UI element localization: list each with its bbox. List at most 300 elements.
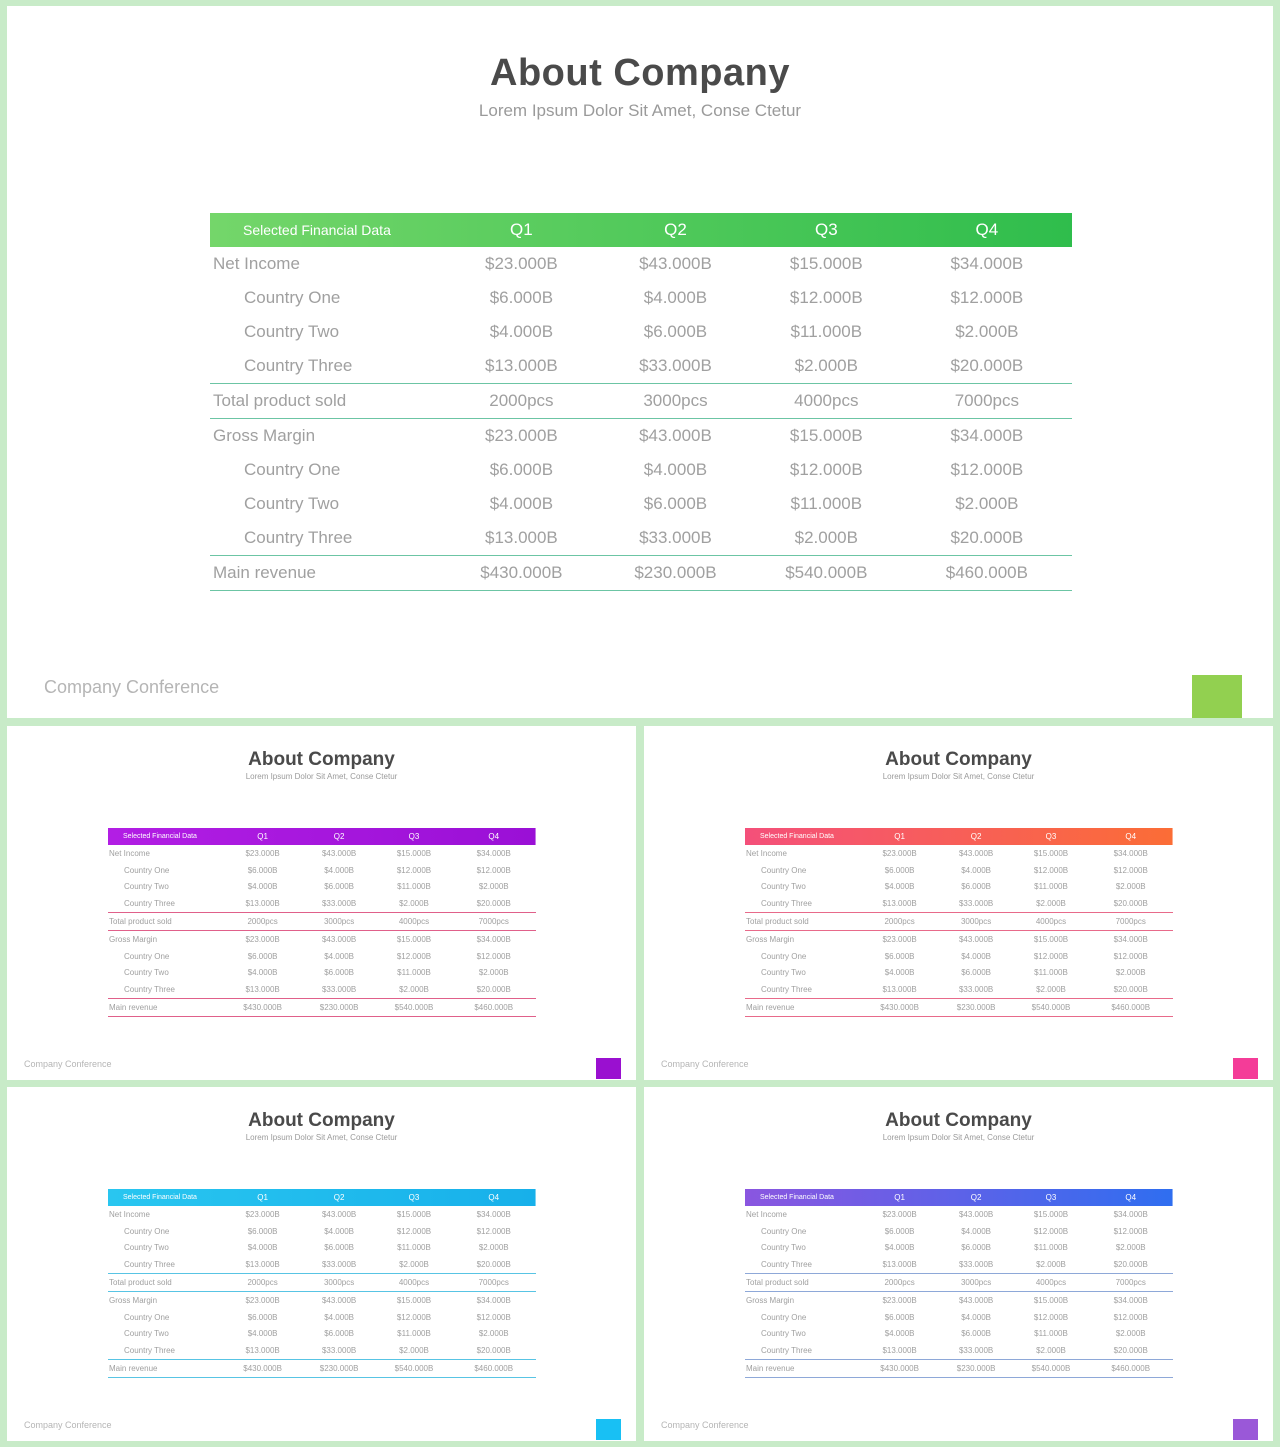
table-cell: 3000pcs <box>600 384 751 419</box>
table-cell: 2000pcs <box>224 913 302 931</box>
table-cell: $34.000B <box>950 254 1024 273</box>
table-cell: $2.000B <box>1036 1346 1066 1356</box>
header-label: Selected Financial Data <box>123 833 197 840</box>
table-cell: $4.000B <box>884 968 915 978</box>
table-cell: $43.000B <box>958 1295 994 1305</box>
table-row <box>108 895 536 912</box>
accent-square <box>1192 675 1242 718</box>
accent-square <box>596 1058 621 1079</box>
table-cell: $4.000B <box>961 951 991 961</box>
table-cell: $460.000B <box>902 556 1072 591</box>
table-cell: $230.000B <box>302 1360 377 1378</box>
table-cell: $43.000B <box>639 426 712 445</box>
table-row <box>108 913 536 931</box>
table-cell: $6.000B <box>643 322 708 341</box>
row-label: Total product sold <box>108 913 224 931</box>
slide-title: About Company <box>248 1110 395 1131</box>
table-cell: $6.000B <box>489 288 554 307</box>
row-label: Country Three <box>124 1346 175 1356</box>
table-cell: $23.000B <box>245 848 280 858</box>
table-cell: 4000pcs <box>377 913 452 931</box>
table-row <box>745 965 1173 982</box>
slide-title: About Company <box>490 52 790 94</box>
table-cell: $430.000B <box>861 1360 939 1378</box>
table-cell: $2.000B <box>478 968 509 978</box>
table-cell: $6.000B <box>247 951 278 961</box>
table-cell: $13.000B <box>882 899 917 909</box>
header-quarter: Q1 <box>257 832 268 841</box>
table-cell: $33.000B <box>639 528 712 547</box>
table-cell: $4.000B <box>961 1312 991 1322</box>
table-cell: $540.000B <box>377 999 452 1017</box>
table-cell: $4.000B <box>643 460 708 479</box>
slide-subtitle: Lorem Ipsum Dolor Sit Amet, Conse Ctetur <box>882 772 1035 781</box>
table-cell: $6.000B <box>961 1243 991 1253</box>
table-cell: $12.000B <box>789 460 863 479</box>
table-cell: $460.000B <box>451 999 536 1017</box>
table-cell: $12.000B <box>1033 1226 1069 1236</box>
row-label: Country Three <box>244 528 353 547</box>
slide-thumbnail-coral[interactable] <box>644 726 1273 1080</box>
header-quarter: Q2 <box>970 832 982 841</box>
table-cell: $34.000B <box>476 848 511 858</box>
row-label: Country Three <box>124 985 175 995</box>
row-label: Net Income <box>746 1209 787 1219</box>
table-cell: $4.000B <box>247 1243 278 1253</box>
table-cell: 4000pcs <box>1014 1274 1089 1292</box>
table-row <box>108 930 536 947</box>
header-label: Selected Financial Data <box>123 1194 197 1201</box>
row-label: Net Income <box>746 848 787 858</box>
header-quarter: Q1 <box>510 220 533 239</box>
financial-table <box>108 1189 536 1378</box>
header-quarter: Q1 <box>257 1193 268 1202</box>
financial-table <box>210 213 1072 591</box>
table-cell: $23.000B <box>245 1209 280 1219</box>
table-row <box>745 1206 1173 1223</box>
table-cell: $12.000B <box>476 865 511 875</box>
row-label: Country Two <box>244 322 340 341</box>
row-label: Country One <box>761 951 807 961</box>
table-cell: 7000pcs <box>451 1274 536 1292</box>
table-cell: $13.000B <box>882 1260 917 1270</box>
financial-table <box>745 1189 1173 1378</box>
financial-table <box>108 828 536 1017</box>
table-row <box>108 999 536 1017</box>
table-cell: $4.000B <box>489 494 554 513</box>
table-cell: 4000pcs <box>751 384 902 419</box>
table-cell: $2.000B <box>1036 985 1066 995</box>
table-cell: 7000pcs <box>1088 913 1173 931</box>
table-cell: $43.000B <box>321 1209 357 1219</box>
table-cell: 7000pcs <box>451 913 536 931</box>
row-label: Country Two <box>761 968 806 978</box>
table-cell: $6.000B <box>324 968 354 978</box>
table-cell: $230.000B <box>600 556 751 591</box>
row-label: Country One <box>761 1226 807 1236</box>
table-cell: $12.000B <box>1033 1312 1069 1322</box>
slide-thumbnail-violet[interactable] <box>644 1087 1273 1441</box>
table-cell: $4.000B <box>324 865 354 875</box>
row-label: Main revenue <box>210 556 443 591</box>
table-cell: $15.000B <box>1033 848 1069 858</box>
table-cell: $11.000B <box>397 968 431 978</box>
table-row <box>745 1291 1173 1308</box>
table-header-row <box>108 1189 536 1206</box>
accent-square <box>1233 1419 1258 1440</box>
table-row <box>745 1274 1173 1292</box>
table-cell: $13.000B <box>245 899 280 909</box>
row-label: Total product sold <box>745 913 861 931</box>
table-row <box>745 948 1173 965</box>
table-cell: $2.000B <box>478 882 509 892</box>
table-cell: $23.000B <box>484 254 558 273</box>
table-row <box>745 1326 1173 1343</box>
table-cell: $6.000B <box>489 460 554 479</box>
table-cell: $15.000B <box>396 934 432 944</box>
table-cell: $20.000B <box>1113 1346 1148 1356</box>
table-cell: $12.000B <box>1033 951 1069 961</box>
table-cell: $6.000B <box>324 882 354 892</box>
table-cell: $23.000B <box>882 848 917 858</box>
header-quarter: Q4 <box>1125 832 1137 841</box>
table-cell: $11.000B <box>397 882 431 892</box>
table-cell: $4.000B <box>324 951 354 961</box>
slide-thumbnail-purple[interactable] <box>7 726 636 1080</box>
row-label: Country Three <box>761 1260 812 1270</box>
table-cell: $13.000B <box>245 1260 280 1270</box>
table-row <box>210 453 1072 487</box>
row-label: Country Two <box>124 968 169 978</box>
row-label: Country Two <box>244 494 340 513</box>
row-label: Total product sold <box>210 384 443 419</box>
table-cell: $13.000B <box>882 985 917 995</box>
table-row <box>745 981 1173 998</box>
table-row <box>108 862 536 879</box>
header-quarter: Q4 <box>1125 1193 1137 1202</box>
table-row <box>745 879 1173 896</box>
table-row <box>210 315 1072 349</box>
table-cell: $230.000B <box>302 999 377 1017</box>
row-label: Gross Margin <box>746 934 795 944</box>
row-label: Main revenue <box>108 999 224 1017</box>
header-quarter: Q3 <box>408 1193 420 1202</box>
table-cell: $430.000B <box>443 556 600 591</box>
row-label: Country Three <box>761 1346 812 1356</box>
row-label: Gross Margin <box>109 934 158 944</box>
slide-footer: Company Conference <box>24 1420 112 1430</box>
table-cell: $540.000B <box>751 556 902 591</box>
table-cell: $23.000B <box>245 1295 280 1305</box>
table-cell: 2000pcs <box>443 384 600 419</box>
table-cell: $12.000B <box>950 288 1024 307</box>
table-cell: $6.000B <box>643 494 708 513</box>
row-label: Gross Margin <box>213 426 316 445</box>
table-cell: $13.000B <box>245 1346 280 1356</box>
table-cell: 3000pcs <box>302 913 377 931</box>
header-quarter: Q2 <box>970 1193 982 1202</box>
table-cell: $23.000B <box>882 1295 917 1305</box>
table-cell: $2.000B <box>955 322 1019 341</box>
table-cell: $4.000B <box>489 322 554 341</box>
table-cell: $20.000B <box>950 356 1024 375</box>
table-cell: $11.000B <box>1034 1329 1068 1339</box>
table-cell: $11.000B <box>1034 1243 1068 1253</box>
table-cell: $11.000B <box>397 1243 431 1253</box>
table-row <box>745 895 1173 912</box>
row-label: Country Two <box>761 882 806 892</box>
row-label: Country Two <box>761 1243 806 1253</box>
table-row <box>210 487 1072 521</box>
table-cell: $12.000B <box>396 1312 432 1322</box>
table-cell: 4000pcs <box>1014 913 1089 931</box>
table-cell: $12.000B <box>476 951 511 961</box>
table-row <box>108 1274 536 1292</box>
table-cell: $6.000B <box>247 865 278 875</box>
table-cell: $430.000B <box>224 999 302 1017</box>
row-label: Main revenue <box>745 999 861 1017</box>
table-cell: $230.000B <box>939 999 1014 1017</box>
table-cell: $20.000B <box>1113 985 1148 995</box>
table-cell: $13.000B <box>245 985 280 995</box>
table-cell: $11.000B <box>1034 882 1068 892</box>
table-header-row <box>745 1189 1173 1206</box>
table-cell: $460.000B <box>1088 999 1173 1017</box>
table-cell: $12.000B <box>789 288 863 307</box>
table-cell: 3000pcs <box>939 1274 1014 1292</box>
table-cell: $15.000B <box>396 1295 432 1305</box>
table-row <box>108 1206 536 1223</box>
table-cell: $23.000B <box>882 934 917 944</box>
table-row <box>210 419 1072 454</box>
table-row <box>108 948 536 965</box>
table-cell: $12.000B <box>1113 865 1148 875</box>
table-cell: $33.000B <box>958 1346 994 1356</box>
table-cell: $20.000B <box>476 985 511 995</box>
table-cell: $12.000B <box>1113 1312 1148 1322</box>
table-cell: $33.000B <box>321 1346 357 1356</box>
header-quarter: Q1 <box>894 1193 905 1202</box>
table-row <box>745 1309 1173 1326</box>
table-cell: $20.000B <box>1113 899 1148 909</box>
row-label: Country Three <box>761 899 812 909</box>
header-quarter: Q3 <box>814 220 838 239</box>
table-cell: $6.000B <box>324 1329 354 1339</box>
table-cell: $6.000B <box>247 1226 278 1236</box>
table-cell: $34.000B <box>1113 848 1148 858</box>
row-label: Gross Margin <box>109 1295 158 1305</box>
table-cell: $12.000B <box>396 1226 432 1236</box>
table-cell: $2.000B <box>1115 882 1146 892</box>
table-cell: $33.000B <box>321 1260 357 1270</box>
table-cell: $15.000B <box>1033 1295 1069 1305</box>
slide-thumbnail-cyan[interactable] <box>7 1087 636 1441</box>
table-cell: 2000pcs <box>224 1274 302 1292</box>
header-quarter: Q2 <box>664 220 687 239</box>
header-label: Selected Financial Data <box>760 833 834 840</box>
header-quarter: Q4 <box>488 832 500 841</box>
table-row <box>210 384 1072 419</box>
slide-footer: Company Conference <box>661 1420 749 1430</box>
table-cell: $4.000B <box>961 1226 991 1236</box>
table-cell: $43.000B <box>639 254 712 273</box>
table-row <box>745 930 1173 947</box>
table-row <box>745 862 1173 879</box>
table-cell: $20.000B <box>476 899 511 909</box>
table-cell: 3000pcs <box>939 913 1014 931</box>
table-cell: $230.000B <box>939 1360 1014 1378</box>
table-cell: $15.000B <box>789 426 863 445</box>
table-cell: $540.000B <box>1014 1360 1089 1378</box>
table-cell: $2.000B <box>1036 1260 1066 1270</box>
table-cell: $4.000B <box>961 865 991 875</box>
table-cell: $33.000B <box>321 899 357 909</box>
accent-square <box>1233 1058 1258 1079</box>
table-cell: $20.000B <box>1113 1260 1148 1270</box>
table-cell: $2.000B <box>399 899 429 909</box>
table-cell: $11.000B <box>790 322 863 341</box>
table-cell: $23.000B <box>245 934 280 944</box>
table-cell: $34.000B <box>476 1209 511 1219</box>
slide-title: About Company <box>248 749 395 770</box>
table-row <box>108 1240 536 1257</box>
table-cell: $12.000B <box>396 865 432 875</box>
table-cell: 7000pcs <box>902 384 1072 419</box>
table-cell: $430.000B <box>861 999 939 1017</box>
table-cell: $2.000B <box>478 1243 509 1253</box>
row-label: Country Two <box>124 882 169 892</box>
row-label: Total product sold <box>745 1274 861 1292</box>
table-cell: $43.000B <box>958 934 994 944</box>
table-cell: $4.000B <box>247 968 278 978</box>
table-cell: $13.000B <box>484 528 558 547</box>
table-cell: $4.000B <box>324 1312 354 1322</box>
table-cell: $6.000B <box>884 1312 915 1322</box>
slide-main[interactable] <box>7 6 1273 718</box>
row-label: Country One <box>761 1312 807 1322</box>
header-quarter: Q2 <box>333 1193 345 1202</box>
table-cell: $33.000B <box>958 985 994 995</box>
header-quarter: Q2 <box>333 832 345 841</box>
table-cell: 2000pcs <box>861 1274 939 1292</box>
table-row <box>745 1342 1173 1359</box>
table-row <box>108 965 536 982</box>
table-cell: $33.000B <box>639 356 712 375</box>
table-cell: $2.000B <box>794 528 858 547</box>
row-label: Country Two <box>124 1329 169 1339</box>
row-label: Country One <box>124 1226 170 1236</box>
table-cell: $12.000B <box>476 1312 511 1322</box>
table-cell: $43.000B <box>321 1295 357 1305</box>
row-label: Country One <box>124 865 170 875</box>
table-cell: $34.000B <box>476 934 511 944</box>
table-row <box>745 913 1173 931</box>
table-cell: $15.000B <box>1033 1209 1069 1219</box>
table-row <box>108 1360 536 1378</box>
table-cell: $15.000B <box>396 848 432 858</box>
slide-subtitle: Lorem Ipsum Dolor Sit Amet, Conse Ctetur <box>245 1133 398 1142</box>
table-cell: $4.000B <box>324 1226 354 1236</box>
table-cell: $34.000B <box>1113 1295 1148 1305</box>
table-cell: $6.000B <box>884 1226 915 1236</box>
table-cell: $34.000B <box>476 1295 511 1305</box>
header-label: Selected Financial Data <box>760 1194 834 1201</box>
row-label: Country Three <box>124 899 175 909</box>
table-cell: $33.000B <box>958 899 994 909</box>
table-cell: $6.000B <box>961 1329 991 1339</box>
table-cell: $12.000B <box>950 460 1024 479</box>
row-label: Net Income <box>109 1209 150 1219</box>
table-row <box>108 1256 536 1273</box>
slide-footer: Company Conference <box>24 1059 112 1069</box>
table-cell: $11.000B <box>790 494 863 513</box>
slide-footer: Company Conference <box>44 677 220 697</box>
table-cell: $34.000B <box>1113 1209 1148 1219</box>
header-quarter: Q3 <box>408 832 420 841</box>
table-cell: $33.000B <box>958 1260 994 1270</box>
table-cell: $23.000B <box>484 426 558 445</box>
row-label: Country One <box>761 865 807 875</box>
table-row <box>210 521 1072 556</box>
table-cell: $6.000B <box>961 968 991 978</box>
row-label: Gross Margin <box>746 1295 795 1305</box>
row-label: Country One <box>244 460 341 479</box>
table-cell: $43.000B <box>321 848 357 858</box>
table-row <box>210 349 1072 384</box>
table-cell: $4.000B <box>247 1329 278 1339</box>
row-label: Country Two <box>124 1243 169 1253</box>
header-quarter: Q3 <box>1045 1193 1057 1202</box>
table-cell: $43.000B <box>958 848 994 858</box>
row-label: Net Income <box>109 848 150 858</box>
slide-subtitle: Lorem Ipsum Dolor Sit Amet, Conse Ctetur <box>478 101 802 120</box>
table-cell: $43.000B <box>321 934 357 944</box>
header-quarter: Q4 <box>975 220 999 239</box>
table-cell: $20.000B <box>476 1260 511 1270</box>
table-cell: $34.000B <box>950 426 1024 445</box>
table-row <box>108 845 536 862</box>
table-cell: $23.000B <box>882 1209 917 1219</box>
row-label: Country Three <box>761 985 812 995</box>
table-row <box>108 879 536 896</box>
table-cell: $2.000B <box>955 494 1019 513</box>
row-label: Country Three <box>244 356 353 375</box>
header-label: Selected Financial Data <box>243 222 391 238</box>
table-cell: $12.000B <box>476 1226 511 1236</box>
table-cell: $15.000B <box>396 1209 432 1219</box>
table-cell: $4.000B <box>884 1329 915 1339</box>
slide-title: About Company <box>885 749 1032 770</box>
header-quarter: Q4 <box>488 1193 500 1202</box>
table-cell: $2.000B <box>399 1346 429 1356</box>
table-row <box>745 1240 1173 1257</box>
table-cell: $6.000B <box>247 1312 278 1322</box>
table-cell: 3000pcs <box>302 1274 377 1292</box>
table-cell: $15.000B <box>789 254 863 273</box>
table-cell: $4.000B <box>884 1243 915 1253</box>
table-cell: $12.000B <box>1113 1226 1148 1236</box>
row-label: Main revenue <box>108 1360 224 1378</box>
row-label: Country Three <box>124 1260 175 1270</box>
table-cell: $2.000B <box>1115 968 1146 978</box>
accent-square <box>596 1419 621 1440</box>
table-row <box>210 556 1072 591</box>
table-cell: $33.000B <box>321 985 357 995</box>
table-cell: $20.000B <box>476 1346 511 1356</box>
table-cell: $4.000B <box>643 288 708 307</box>
row-label: Total product sold <box>108 1274 224 1292</box>
table-cell: $11.000B <box>397 1329 431 1339</box>
